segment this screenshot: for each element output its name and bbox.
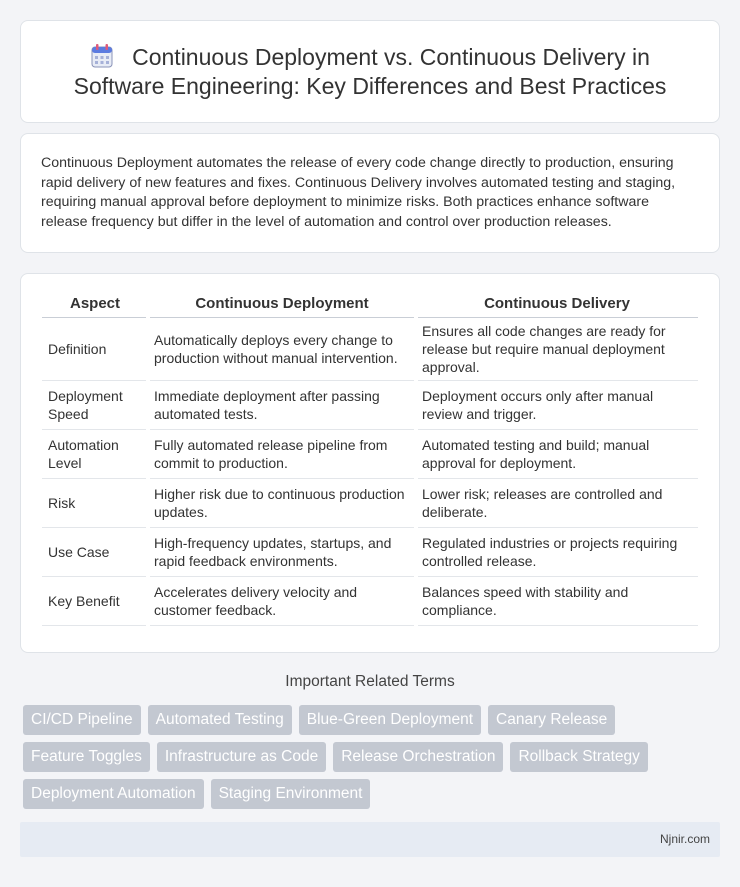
row-delivery-value: Automated testing and build; manual approval for deployment. [416,430,698,479]
related-term-tag[interactable]: Feature Toggles [23,742,150,772]
row-aspect: Automation Level [42,430,148,479]
summary-text: Continuous Deployment automates the release of every code change directly to production, ensuring rapid delivery of new features and fixes. Continuous Delivery involves automated testing and staging, requiring manual approval before deployment to minimize risks. Both practices enhance software release frequency but differ in the level of automation and control over production releases. [41,155,676,230]
row-deployment-value: Accelerates delivery velocity and customer feedback. [148,577,416,626]
row-delivery-value: Balances speed with stability and compliance. [416,577,698,626]
row-delivery-value: Lower risk; releases are controlled and deliberate. [416,479,698,528]
related-term-tag[interactable]: Staging Environment [211,779,371,809]
row-delivery-value: Ensures all code changes are ready for release but require manual deployment approval. [416,318,698,381]
header-continuous-delivery: Continuous Delivery [416,290,698,318]
table-row [42,479,698,528]
calendar-icon [90,43,114,69]
header-continuous-deployment: Continuous Deployment [148,290,416,318]
row-aspect: Key Benefit [42,577,148,626]
related-term-tag[interactable]: Automated Testing [148,705,292,735]
row-aspect: Deployment Speed [42,381,148,430]
row-deployment-value: Automatically deploys every change to production without manual intervention. [148,318,416,381]
row-aspect: Definition [42,318,148,381]
related-term-tag[interactable]: Blue-Green Deployment [299,705,481,735]
row-delivery-value: Deployment occurs only after manual review and trigger. [416,381,698,430]
title-line-2: Software Engineering: Key Differences and Best Practices [73,72,667,99]
header-aspect: Aspect [42,290,148,318]
row-deployment-value: High-frequency updates, startups, and rapid feedback environments. [148,528,416,577]
related-term-tag[interactable]: Infrastructure as Code [157,742,326,772]
table-row [42,381,698,430]
table-row [42,430,698,479]
row-aspect: Use Case [42,528,148,577]
related-terms-list [23,705,723,809]
table-row [42,528,698,577]
title-card [20,20,720,123]
related-terms-heading: Important Related Terms [285,673,455,690]
table-header-row [42,290,698,318]
comparison-table [42,290,698,626]
related-term-tag[interactable]: CI/CD Pipeline [23,705,141,735]
table-row [42,318,698,381]
title-line-1: Continuous Deployment vs. Continuous Delivery in [132,43,650,70]
related-term-tag[interactable]: Rollback Strategy [510,742,647,772]
table-row [42,577,698,626]
row-deployment-value: Fully automated release pipeline from commit to production. [148,430,416,479]
page-title [54,43,687,101]
related-term-tag[interactable]: Release Orchestration [333,742,503,772]
comparison-table-card [20,273,720,653]
summary-card [20,133,720,253]
footer [20,822,720,857]
row-deployment-value: Immediate deployment after passing automated tests. [148,381,416,430]
row-deployment-value: Higher risk due to continuous production updates. [148,479,416,528]
related-term-tag[interactable]: Deployment Automation [23,779,204,809]
related-term-tag[interactable]: Canary Release [488,705,615,735]
row-delivery-value: Regulated industries or projects requiring controlled release. [416,528,698,577]
footer-site-name[interactable]: Njnir.com [659,832,710,846]
row-aspect: Risk [42,479,148,528]
